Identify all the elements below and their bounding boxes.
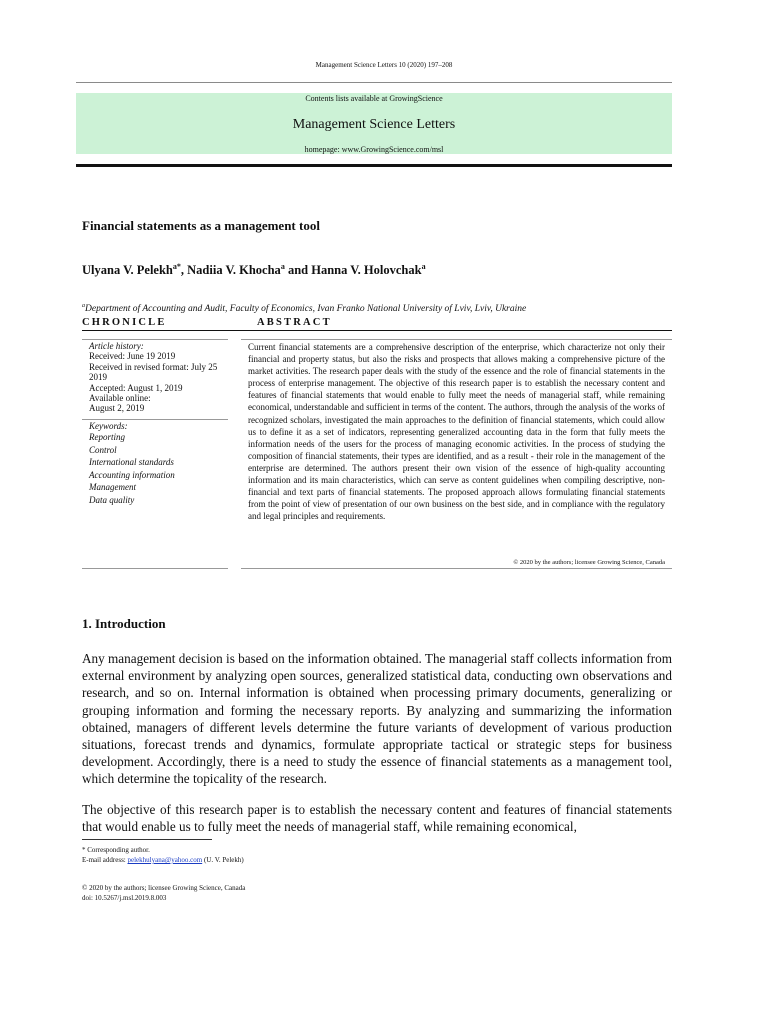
author-separator: and	[284, 263, 312, 278]
chronicle-bottom-rule	[82, 568, 228, 569]
author-name: Ulyana V. Pelekh	[82, 263, 173, 278]
author-list	[82, 262, 426, 278]
affiliation-text: Department of Accounting and Audit, Faculty of Economics, Ivan Franko National University of Lviv, Lviv, Ukraine	[85, 304, 527, 315]
footnotes	[82, 845, 672, 865]
abstract-copyright: © 2020 by the authors; licensee Growing Science, Canada	[513, 559, 665, 566]
chronicle-label: CHRONICLE	[82, 317, 167, 328]
corresponding-author-note: * Corresponding author.	[82, 846, 150, 854]
history-item: Received in revised format: July 25 2019	[89, 361, 218, 383]
keyword-item: Reporting	[89, 432, 125, 442]
body-paragraph: The objective of this research paper is to establish the necessary content and features of financial statements that would enable us to fully meet the needs of managerial staff, while remaining economical,	[82, 802, 672, 835]
keyword-item: Accounting information	[89, 469, 175, 480]
email-link[interactable]: pelekhulyana@yahoo.com	[127, 856, 203, 864]
abstract-text: Current financial statements are a comprehensive description of the enterprise, which characterize not only their financial and property status, but also the risks and prospects that allows making a comprehensive picture of the market activities. The research paper deals with the study of the essence and the role of financial statements in the process of enterprise management. The objective of this research paper is to establish the necessary content and features of financial statements that would enable to fully meet the needs of managerial staff, while remaining economical, understandable and sufficient in terms of the content. The authors, through the analysis of the works of recognized scholars, investigated the main approaches to the definition of financial statements, which could allow us to define it as a set of indicators, representing generalized accounting data in the form that fully meets the information needs of the users for the process of managing economic activities. In the process of studying the composition of financial statements, their types are identified, and as a result - their role in the management of the enterprise are determined. The authors present their own vision of the essence of high-quality accounting information and its main characteristics, which can serve as content guidelines when compiling descriptive, non-financial and text parts of financial statements. The proposed approach allows formulating financial statements from the point of view of presentation of our own business on the best side, and in compliance with the regulatory and legal principles and requirements.	[248, 342, 665, 522]
history-heading: Article history:	[89, 341, 144, 351]
abstract-top-rule	[82, 330, 672, 331]
journal-homepage[interactable]: homepage: www.GrowingScience.com/msl	[304, 145, 444, 154]
email-label: E-mail address:	[82, 856, 128, 864]
section-heading-introduction: 1. Introduction	[82, 616, 166, 631]
running-head: Management Science Letters 10 (2020) 197–208	[315, 61, 453, 69]
article-history	[89, 341, 225, 414]
history-item: Accepted: August 1, 2019	[89, 382, 183, 393]
history-item: Received: June 19 2019	[89, 351, 176, 362]
copyright-block	[82, 883, 672, 903]
chronicle-mid-rule	[82, 419, 228, 420]
keyword-item: Control	[89, 444, 117, 455]
footnote-rule	[82, 839, 212, 840]
keyword-item: Data quality	[89, 494, 135, 505]
email-line	[82, 855, 672, 865]
author-affiliation-mark: a*	[172, 262, 181, 271]
author-separator: ,	[180, 263, 188, 278]
keywords-heading: Keywords:	[89, 421, 128, 431]
abstract-bottom-rule	[241, 568, 672, 569]
author-name: Nadiia V. Khocha	[187, 263, 281, 278]
chronicle-top-rule	[82, 339, 228, 340]
keyword-item: International standards	[89, 457, 174, 468]
history-item: Available online:	[89, 393, 151, 404]
copyright-line: © 2020 by the authors; licensee Growing Science, Canada	[82, 884, 246, 892]
banner-note: Contents lists available at GrowingScience	[305, 94, 443, 103]
keyword-item: Management	[89, 482, 136, 493]
history-item: August 2, 2019	[89, 403, 145, 414]
abstract-label: ABSTRACT	[257, 317, 332, 328]
doi-line[interactable]: doi: 10.5267/j.msl.2019.8.003	[82, 894, 167, 902]
header-thick-rule	[76, 164, 672, 167]
abstract-inner-top-rule	[241, 339, 672, 340]
affiliation	[82, 303, 526, 314]
header-rule	[76, 82, 672, 83]
author-name: Hanna V. Holovchak	[311, 263, 422, 278]
body-paragraph: Any management decision is based on the information obtained. The managerial staff collects information from external environment by analyzing open sources, generalized statistical data, conducting own observations and research, and so on. Internal information is obtained when processing primary documents, generalizing or grouping information and forming the necessary reports. By analyzing and summarizing the information obtained, managers of different levels determine the future variants of development of various production situations, forecast trends and dynamics, formulate appropriate tactical or strategic steps for business development. Accordingly, there is a need to study the essence of financial statements as a management tool, which determine the topicality of the research.	[82, 651, 672, 787]
email-owner: (U. V. Pelekh)	[202, 856, 244, 864]
journal-title: Management Science Letters	[292, 117, 456, 132]
article-title: Financial statements as a management tool	[82, 218, 320, 233]
keywords	[89, 421, 225, 507]
author-affiliation-mark: a	[421, 262, 426, 271]
author-affiliation-mark: a	[280, 262, 285, 271]
affiliation-mark: a	[82, 303, 85, 309]
